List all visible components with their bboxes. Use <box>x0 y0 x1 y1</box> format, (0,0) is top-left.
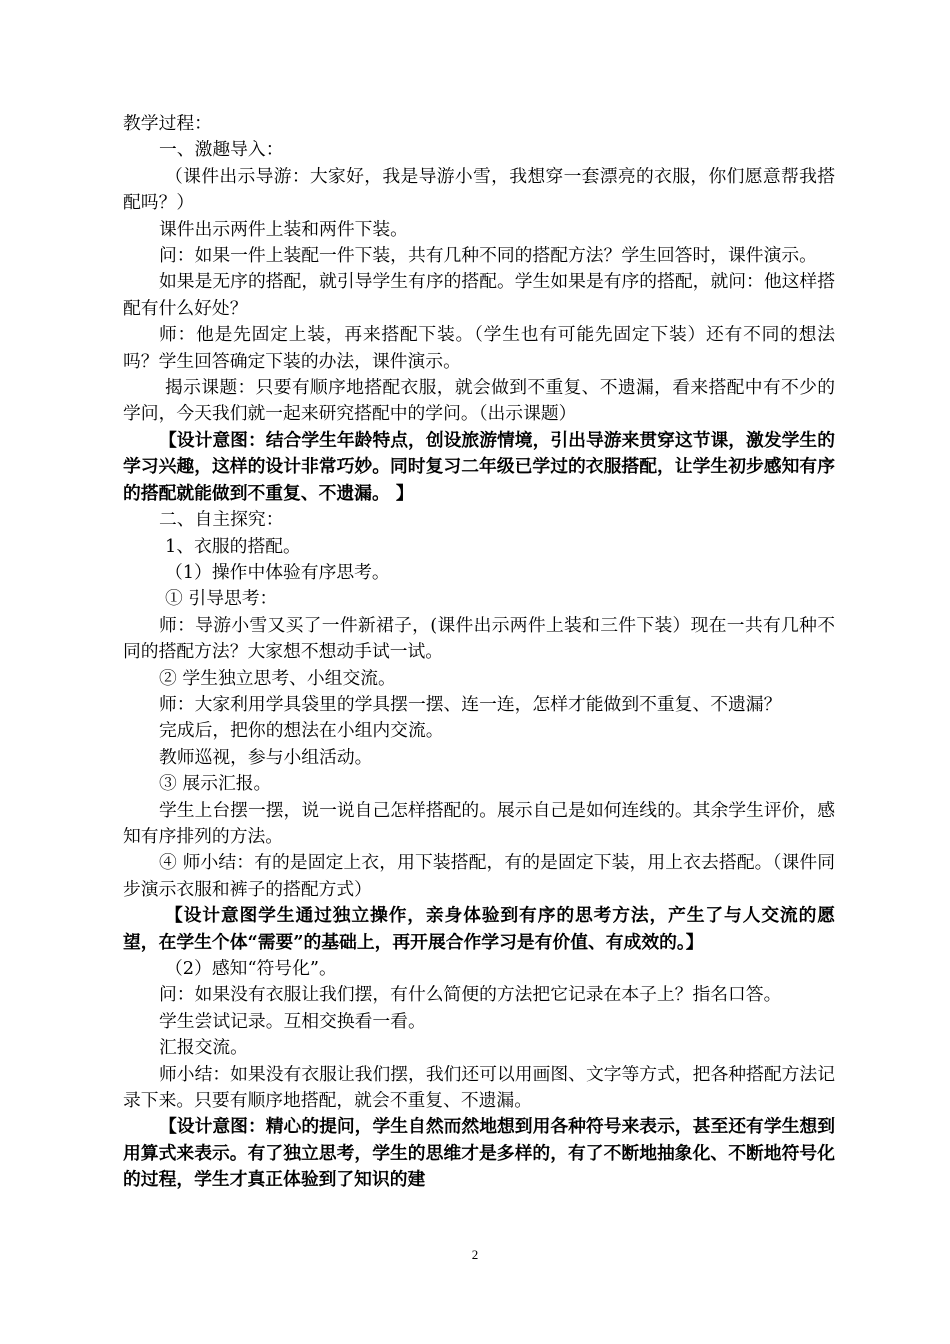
subsection-heading: 1、衣服的搭配。 <box>165 535 301 557</box>
subsection-heading: （1）操作中体验有序思考。 <box>165 561 390 583</box>
step-heading: ② 学生独立思考、小组交流。 <box>159 667 396 689</box>
paragraph: 课件出示两件上装和两件下装。 <box>159 218 408 240</box>
paragraph: 完成后，把你的想法在小组内交流。 <box>159 720 444 742</box>
section-heading: 二、自主探究： <box>159 509 284 531</box>
heading-teaching-process: 教学过程： <box>123 113 212 134</box>
paragraph: 师小结：如果没有衣服让我们摆，我们还可以用画图、文字等方式，把各种搭配方法记录下来。只要有顺序地搭配，就会不重复、不遗漏。 <box>123 1063 835 1112</box>
design-intent-note: 【设计意图：结合学生年龄特点，创设旅游情境，引出导游来贯穿这节课，激发学生的学习兴趣，这样的设计非常巧妙。同时复习二年级已学过的衣服搭配，让学生初步感知有序的搭配就能做到不重复、不遗漏。 】 <box>123 429 835 504</box>
document-body <box>123 111 835 1194</box>
paragraph: 问：如果一件上装配一件下装，共有几种不同的搭配方法？学生回答时，课件演示。 <box>159 245 817 267</box>
paragraph: 学生上台摆一摆，说一说自己怎样搭配的。展示自己是如何连线的。其余学生评价，感知有序排列的方法。 <box>123 799 835 847</box>
paragraph: 揭示课题：只要有顺序地搭配衣服，就会做到不重复、不遗漏，看来搭配中有不少的学问，今天我们就一起来研究搭配中的学问。（出示课题） <box>123 377 835 425</box>
paragraph: ④ 师小结：有的是固定上衣，用下装搭配，有的是固定下装，用上衣去搭配。（课件同步演示衣服和裤子的搭配方式） <box>123 852 835 900</box>
paragraph: 如果是无序的搭配，就引导学生有序的搭配。学生如果是有序的搭配，就问：他这样搭配有什么好处？ <box>123 271 835 319</box>
paragraph: 教师巡视，参与小组活动。 <box>159 746 373 768</box>
step-heading: ③ 展示汇报。 <box>159 773 272 795</box>
section-heading: 一、激趣导入： <box>159 139 284 161</box>
paragraph: 汇报交流。 <box>159 1037 248 1059</box>
paragraph: 师：他是先固定上装，再来搭配下装。（学生也有可能先固定下装）还有不同的想法吗？学生回答确定下装的办法，课件演示。 <box>123 324 835 372</box>
paragraph: 学生尝试记录。互相交换看一看。 <box>159 1010 426 1032</box>
paragraph: 师：导游小雪又买了一件新裙子，(课件出示两件上装和三件下装）现在一共有几种不同的搭配方法？大家想不想动手试一试。 <box>123 614 835 663</box>
design-intent-note: 【设计意图学生通过独立操作，亲身体验到有序的思考方法，产生了与人交流的愿望，在学生个体“需要”的基础上，再开展合作学习是有价值、有成效的。】 <box>123 905 835 953</box>
paragraph: 师：大家利用学具袋里的学具摆一摆、连一连，怎样才能做到不重复、不遗漏？ <box>159 693 782 715</box>
page-number: 2 <box>471 1247 479 1262</box>
paragraph: （课件出示导游：大家好，我是导游小雪，我想穿一套漂亮的衣服，你们愿意帮我搭配吗？） <box>123 165 835 214</box>
paragraph: 问：如果没有衣服让我们摆，有什么简便的方法把它记录在本子上？指名口答。 <box>159 984 782 1006</box>
subsection-heading: （2）感知“符号化”。 <box>165 958 337 979</box>
step-heading: ① 引导思考： <box>165 588 278 610</box>
design-intent-note: 【设计意图：精心的提问，学生自然而然地想到用各种符号来表示，甚至还有学生想到用算式来表示。有了独立思考，学生的思维才是多样的，有了不断地抽象化、不断地符号化的过程，学生才真正体验到了知识的建 <box>123 1116 835 1191</box>
